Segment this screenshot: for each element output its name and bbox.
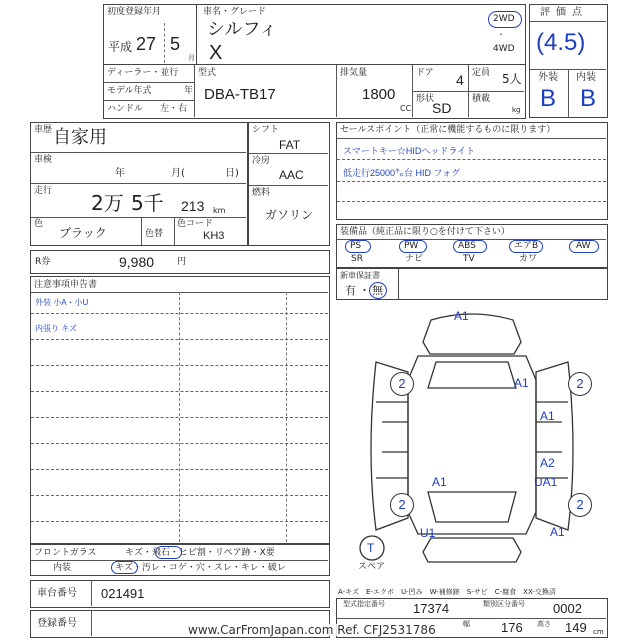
damage-mark-front-bumper: A1: [454, 309, 469, 323]
interior-items: キズ・汚レ・コゲ・穴・スレ・キレ・破レ: [115, 563, 286, 573]
warranty-yes: 有: [345, 284, 356, 297]
exterior-grade: B: [540, 85, 557, 112]
damage-mark-left-door: A1: [432, 475, 447, 489]
handle-value: 左・右: [160, 104, 188, 114]
car-name-box: [196, 4, 526, 66]
kg-unit: kg: [512, 106, 521, 114]
warranty-label: 新車保証書: [340, 271, 380, 280]
damage-mark-left-rear: U1: [420, 526, 436, 540]
shift-label: シフト: [252, 125, 280, 135]
type-label: 型式: [198, 68, 217, 78]
inspection-year: 年: [115, 168, 125, 179]
sales-point-line-1: スマートキー☆HIDヘッドライト: [343, 146, 476, 156]
displacement-value: 1800: [362, 86, 396, 103]
exhibit-value: 17374: [413, 601, 450, 616]
mileage-label: 走行: [34, 186, 53, 196]
interior-grade: B: [580, 85, 597, 112]
drive-dot: ・: [497, 30, 505, 39]
interior-scratch-circle: [111, 561, 138, 574]
recycle-box: [30, 250, 330, 274]
load-label: 積載: [472, 94, 491, 104]
equip-leather: カワ: [519, 254, 538, 264]
recycle-unit: 円: [177, 257, 187, 267]
sales-point-line-2: 低走行25000㌔台 HID フォグ: [343, 168, 461, 178]
month-unit: 月: [188, 54, 195, 62]
color-value: ブラック: [59, 226, 107, 240]
usage-value: 自家用: [53, 127, 107, 148]
equip-ps: PS: [350, 241, 362, 251]
drive-4wd: 4WD: [493, 44, 515, 54]
notes-label: 注意事項申告書: [34, 280, 98, 290]
inspection-label: 車検: [34, 155, 53, 165]
category-label: 類別区分番号: [483, 600, 525, 608]
color-code-value: KH3: [203, 230, 225, 242]
height-label: 高さ: [537, 620, 551, 628]
usage-label: 車歴: [34, 125, 53, 135]
glass-chip-circle: [155, 546, 182, 559]
shape-value: SD: [432, 100, 452, 116]
type-value: DBA-TB17: [204, 86, 276, 103]
car-damage-diagram: [336, 302, 608, 584]
shape-label: 形状: [416, 94, 435, 104]
drive-2wd: 2WD: [493, 14, 515, 24]
handle-label: ハンドル: [107, 104, 144, 114]
tire-front-left: 2: [390, 372, 414, 396]
width-label: 幅: [463, 620, 470, 628]
eval-label: 評価点: [540, 7, 588, 18]
capacity-label: 定員: [472, 68, 491, 78]
recycle-amount: 9,980: [119, 254, 155, 270]
car-name: シルフィ: [207, 19, 278, 40]
sales-points-box: [336, 122, 608, 220]
eval-score: (4.5): [536, 29, 586, 56]
notes-line-1: 外装 小A・小U: [35, 298, 89, 307]
color-label: 色: [34, 219, 44, 229]
damage-mark-right-fender: A1: [540, 409, 555, 423]
cc-unit: CC: [400, 104, 412, 113]
exterior-label: 外装: [538, 72, 558, 83]
damage-mark-hood: A1: [514, 376, 529, 390]
sales-points-label: セールスポイント（正常に機能するものに限ります）: [340, 125, 556, 135]
repaint-label: 色替: [145, 229, 164, 239]
equip-aw: AW: [576, 241, 591, 251]
width-value: 176: [501, 620, 523, 635]
glass-items: キズ・飛石・ヒビ割・リペア跡・X要: [125, 548, 275, 558]
equip-airbag: エアB: [514, 241, 539, 251]
ac-label: 冷房: [252, 156, 271, 166]
equip-abs: ABS: [458, 241, 476, 251]
inspection-month: 月(: [171, 168, 185, 179]
capacity-value: 5人: [502, 72, 522, 86]
vehicle-box: [30, 122, 248, 246]
fuel-value: ガソリン: [265, 208, 314, 222]
displacement-label: 排気量: [340, 68, 368, 78]
rear-seat-box: [398, 268, 608, 300]
month-value: 5: [170, 34, 181, 54]
color-code-label: 色コード: [177, 219, 214, 229]
equipment-box: [336, 224, 608, 268]
warranty-sep: ・: [359, 284, 370, 297]
height-value: 149: [565, 620, 587, 635]
glass-label: フロントガラス: [34, 548, 97, 558]
damage-legend: A-キズ E-エクボ U-凹み W-補修跡 S-サビ C-腐食 XX-交換済: [338, 588, 556, 596]
registration-box: [103, 4, 199, 66]
damage-mark-right-quarter: UA1: [534, 475, 558, 489]
year-value: 27: [136, 34, 157, 54]
car-name-label: 車名・グレード: [203, 7, 267, 17]
glass-box: [30, 544, 330, 576]
equip-navi: ナビ: [405, 254, 424, 264]
interior-label: 内装: [576, 72, 596, 83]
grade: X: [209, 42, 223, 64]
cm-unit: cm: [593, 628, 604, 636]
watermark: www.CarFromJapan.com Ref. CFJ2531786: [188, 623, 436, 637]
mileage-rest: 213: [181, 198, 205, 214]
era-value: 平成: [108, 40, 133, 54]
year-label: 年: [184, 86, 194, 96]
recycle-label: R券: [35, 257, 51, 267]
exhibit-label: 型式指定番号: [343, 600, 385, 608]
warranty-no: 無: [372, 284, 383, 297]
car-body-outline: [423, 314, 521, 354]
fuel-label: 燃料: [252, 188, 271, 198]
spec-box: [103, 64, 526, 119]
damage-mark-rear-right: A1: [550, 525, 565, 539]
mileage-sen: 5千: [131, 191, 164, 215]
evaluation-box: [529, 4, 608, 118]
shift-value: FAT: [279, 138, 301, 152]
tire-rear-left: 2: [390, 493, 414, 517]
chassis-box: [30, 580, 330, 608]
spare-label: スペア: [358, 562, 386, 572]
drivetrain-box: [248, 122, 330, 246]
door-label: ドア: [416, 68, 434, 78]
category-value: 0002: [553, 601, 582, 616]
spare-mark: T: [367, 541, 375, 555]
equip-sr: SR: [351, 254, 363, 264]
model-year-label: モデル年式: [107, 86, 152, 96]
ac-value: AAC: [279, 168, 304, 182]
tire-front-right: 2: [568, 372, 592, 396]
equip-pw: PW: [404, 241, 419, 251]
dealer-label: ディーラー・並行: [107, 68, 179, 78]
notes-line-2: 内張り キズ: [35, 324, 78, 333]
registration-label: 登録番号: [37, 618, 77, 629]
door-value: 4: [456, 72, 464, 88]
interior-label-row: 内装: [53, 563, 72, 573]
mileage-man: 2万: [91, 191, 124, 215]
chassis-label: 車台番号: [37, 588, 77, 599]
tire-rear-right: 2: [568, 493, 592, 517]
notes-box: [30, 276, 330, 544]
damage-mark-right-door: A2: [540, 456, 555, 470]
equipment-label: 装備品（純正品に限り○を付けて下さい）: [340, 227, 510, 237]
equip-tv: TV: [463, 254, 475, 264]
inspection-day: 日): [225, 168, 239, 179]
first-reg-label: 初度登録年月: [107, 7, 162, 17]
km-unit: km: [213, 206, 226, 215]
chassis-value: 021491: [101, 586, 145, 601]
